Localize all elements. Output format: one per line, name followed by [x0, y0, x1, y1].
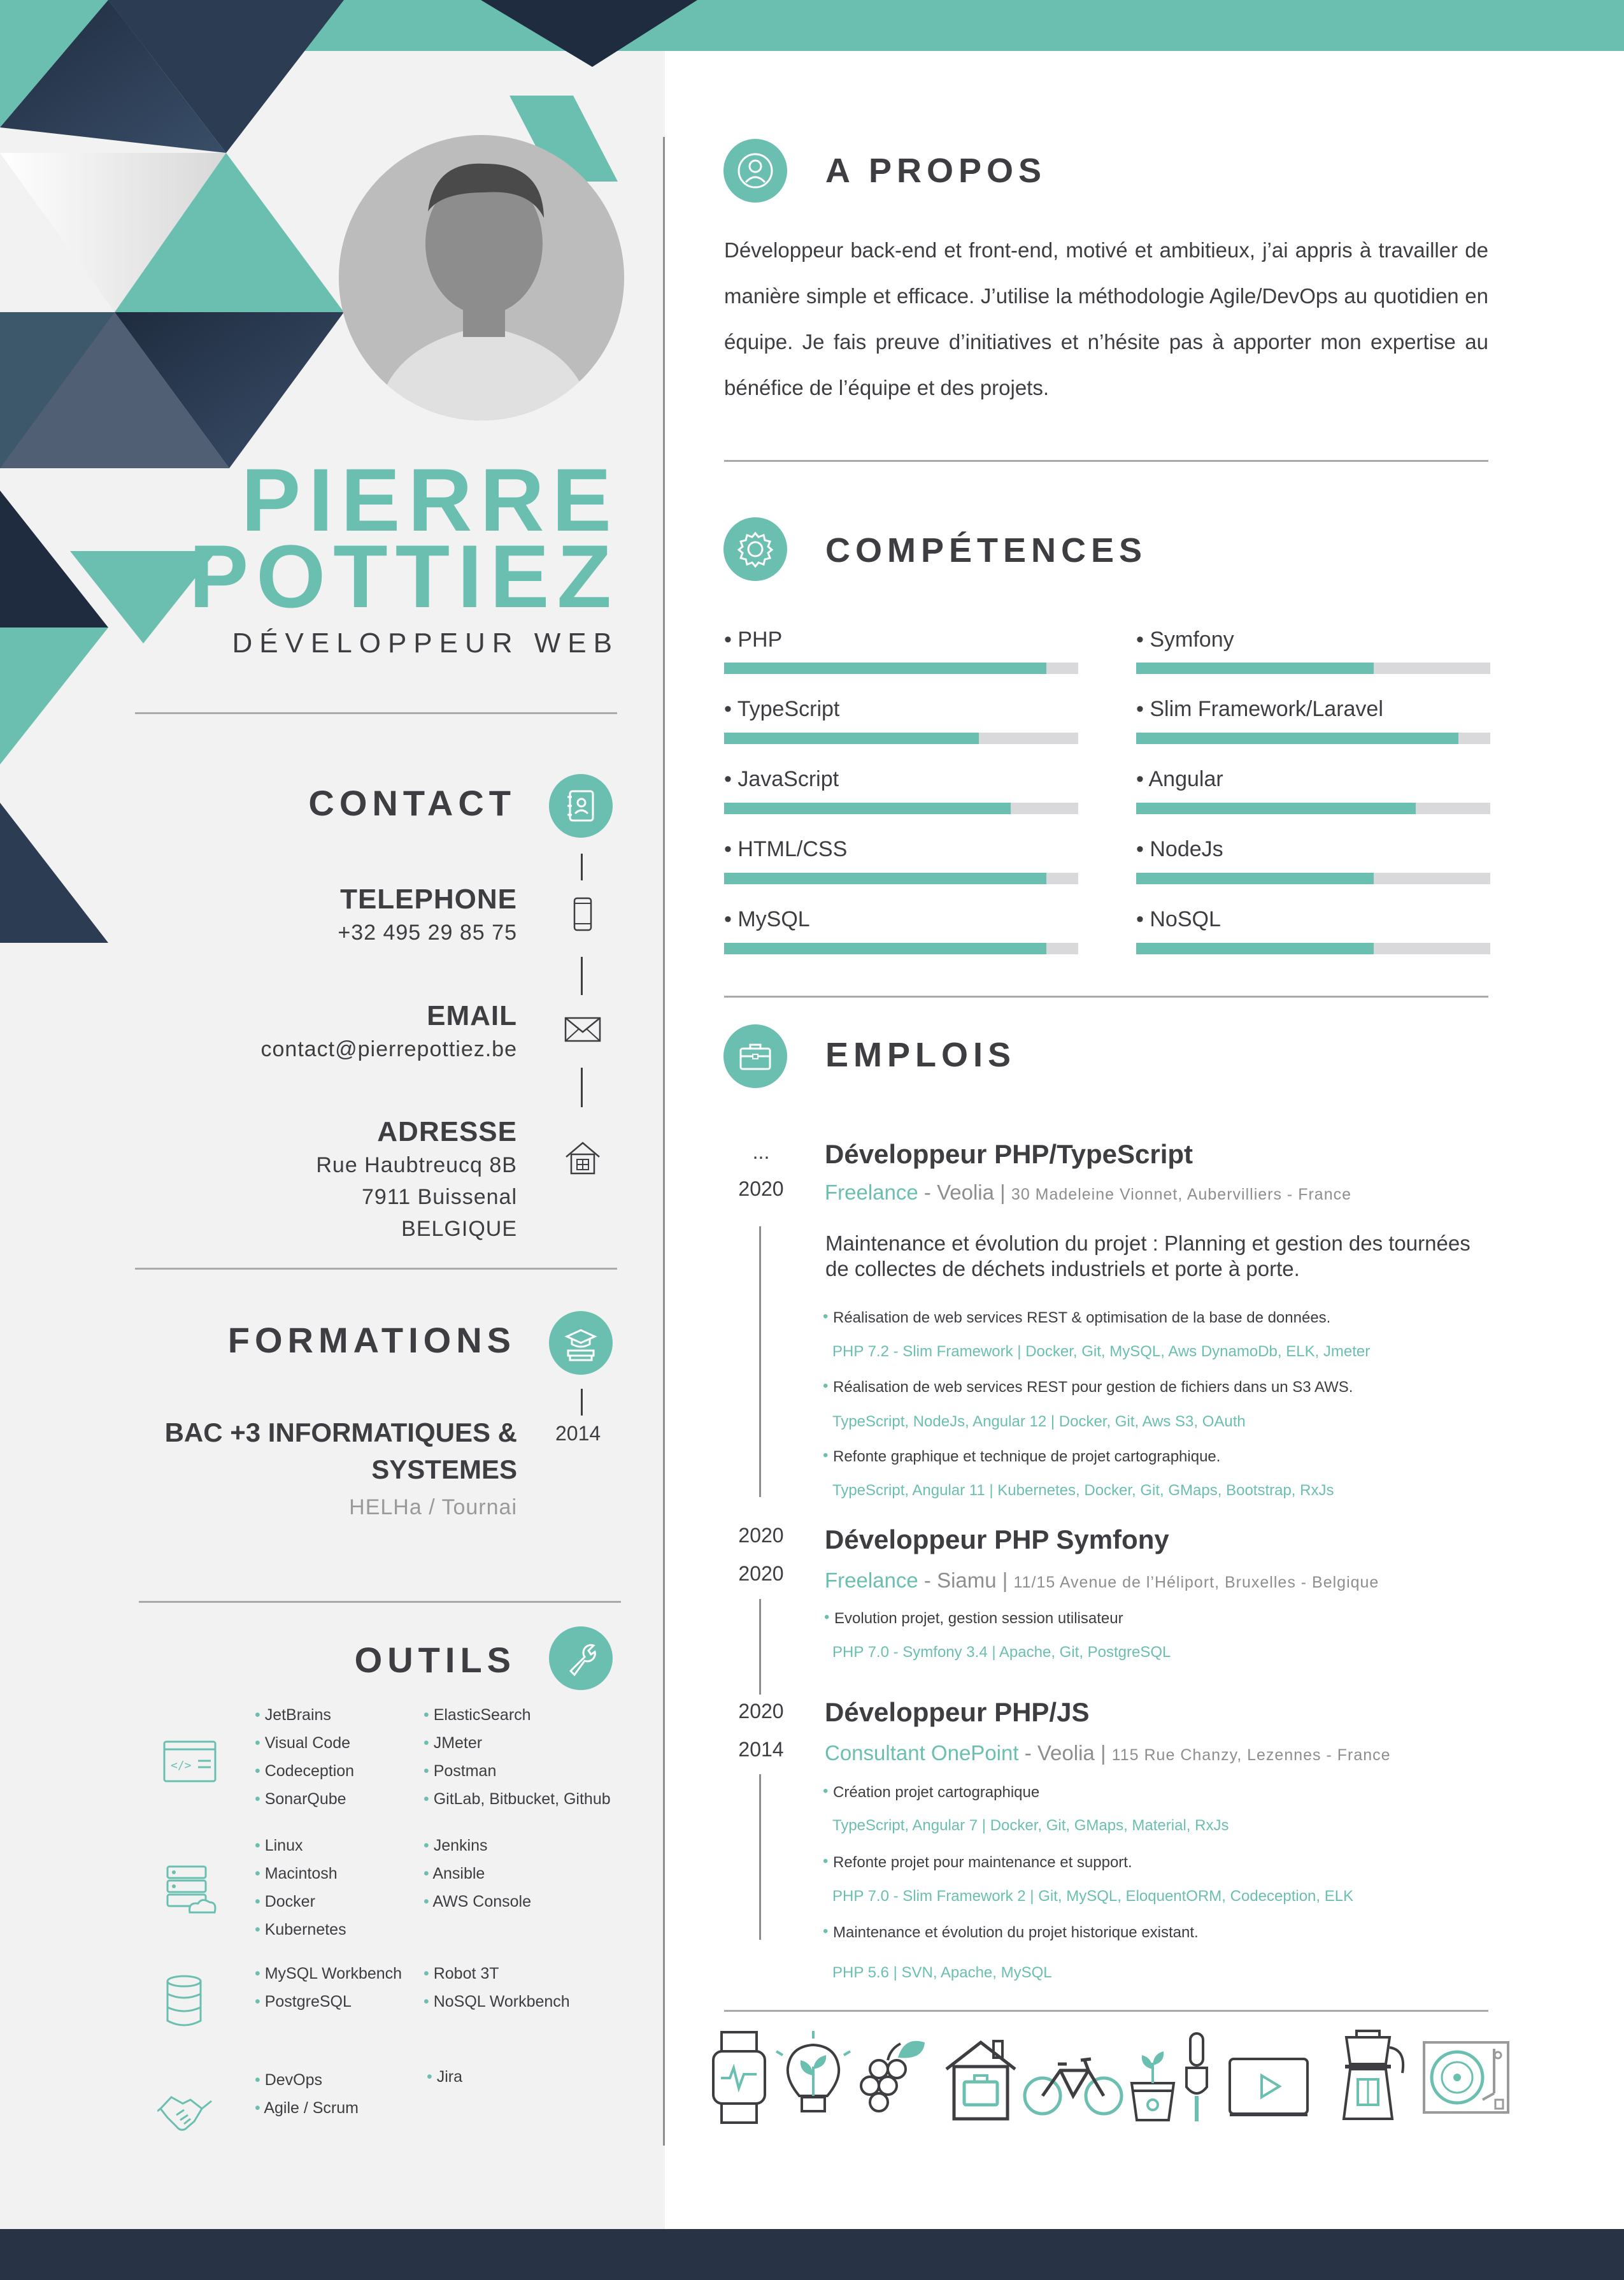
skill-label: • NodeJs	[1136, 837, 1223, 861]
gear-icon	[723, 517, 787, 581]
skill-fill	[724, 943, 1046, 954]
skill-fill	[724, 803, 1011, 814]
tool-item: • GitLab, Bitbucket, Github	[424, 1785, 611, 1813]
tool-item: • PostgreSQL	[255, 1988, 402, 2016]
client-name: Siamu	[937, 1568, 997, 1592]
turntable-icon	[1420, 2030, 1513, 2125]
job-title: Développeur PHP Symfony	[825, 1524, 1169, 1554]
skill-bar	[724, 733, 1078, 744]
skill-bar	[1136, 803, 1490, 814]
phone-icon	[564, 895, 602, 933]
tool-item: • Visual Code	[255, 1729, 354, 1757]
skill-bar	[1136, 663, 1490, 674]
bicycle-icon	[1022, 2030, 1124, 2125]
task-item: • Création projet cartographique	[833, 1784, 1039, 1802]
skill-bar	[724, 663, 1078, 674]
job-date-end: 2020	[738, 1562, 784, 1585]
degree-title: BAC +3 INFORMATIQUES & SYSTEMES	[164, 1417, 517, 1484]
tool-item: • Linux	[255, 1832, 346, 1860]
tool-item: • Docker	[255, 1888, 346, 1916]
competences-heading: COMPÉTENCES	[825, 531, 1148, 570]
address-line-1: Rue Haubtreucq 8B	[316, 1153, 517, 1177]
graduation-cap-icon	[549, 1311, 613, 1375]
skill-label: • PHP	[724, 627, 783, 652]
tools-list	[255, 2066, 359, 2122]
skill-label: • TypeScript	[724, 697, 840, 721]
skill-fill	[724, 663, 1046, 674]
skill-bar	[724, 803, 1078, 814]
phone-value[interactable]: +32 495 29 85 75	[338, 921, 517, 945]
client-name: Veolia	[937, 1180, 994, 1204]
degree-year: 2014	[555, 1422, 601, 1445]
job-title: DÉVELOPPEUR WEB	[232, 627, 619, 659]
tool-item: • AWS Console	[424, 1888, 531, 1916]
client-name: Veolia	[1037, 1741, 1095, 1765]
tool-item: • NoSQL Workbench	[424, 1988, 570, 2016]
skill-bar	[724, 943, 1078, 954]
address-book-icon	[549, 774, 613, 838]
emplois-heading: EMPLOIS	[825, 1036, 1016, 1074]
skill-bar	[724, 873, 1078, 884]
job-date-start: 2020	[738, 1700, 784, 1723]
job-meta: Freelance - Siamu | 11/15 Avenue de l’Héliport, Bruxelles - Belgique	[825, 1568, 1379, 1592]
connector-line	[581, 957, 583, 995]
task-stack: PHP 7.2 - Slim Framework | Docker, Git, MySQL, Aws DynamoDb, ELK, Jmeter	[832, 1343, 1371, 1360]
job-date-end: 2014	[738, 1738, 784, 1761]
skill-label: • NoSQL	[1136, 907, 1221, 931]
task-item: • Refonte projet pour maintenance et support.	[833, 1854, 1132, 1872]
last-name: POTTIEZ	[189, 526, 619, 626]
divider	[724, 996, 1488, 998]
skill-fill	[1136, 663, 1374, 674]
contact-heading: CONTACT	[308, 783, 516, 823]
house-icon	[941, 2030, 1021, 2125]
timeline-line	[759, 1226, 761, 1497]
connector-line	[581, 1389, 583, 1416]
tool-item: • JMeter	[424, 1729, 611, 1757]
coffee-maker-icon	[1331, 2030, 1411, 2125]
outils-heading: OUTILS	[354, 1640, 516, 1680]
tools-list	[427, 2063, 462, 2091]
grapes-icon	[853, 2030, 933, 2125]
task-stack: TypeScript, NodeJs, Angular 12 | Docker, Git, Aws S3, OAuth	[832, 1413, 1246, 1430]
lightbulb-plant-icon	[774, 2030, 853, 2125]
divider	[135, 712, 617, 714]
skill-fill	[1136, 873, 1374, 884]
task-item: • Réalisation de web services REST & optimisation de la base de données.	[833, 1309, 1330, 1327]
user-icon	[723, 139, 787, 203]
bottom-footer-bar	[0, 2229, 1624, 2280]
job-address: 11/15 Avenue de l’Héliport, Bruxelles - Belgique	[1013, 1574, 1379, 1591]
skill-label: • MySQL	[724, 907, 810, 931]
profile-photo	[339, 135, 624, 420]
tool-item: • Macintosh	[255, 1860, 346, 1888]
divider	[724, 460, 1488, 462]
address-line-3: BELGIQUE	[401, 1217, 517, 1241]
svg-text:</>: </>	[171, 1759, 192, 1772]
timeline-line	[759, 1774, 761, 1940]
tools-list	[255, 1960, 402, 2016]
task-stack: TypeScript, Angular 11 | Kubernetes, Docker, Git, GMaps, Bootstrap, RxJs	[832, 1482, 1334, 1499]
skill-label: • Symfony	[1136, 627, 1234, 652]
skill-bar	[1136, 943, 1490, 954]
tool-item: • DevOps	[255, 2066, 359, 2094]
divider	[139, 1601, 621, 1603]
tool-item: • Robot 3T	[424, 1960, 570, 1988]
divider	[724, 2010, 1488, 2012]
tool-item: • Postman	[424, 1757, 611, 1785]
tools-list	[424, 1960, 570, 2016]
first-name: PIERRE	[241, 450, 619, 550]
job-title: Développeur PHP/TypeScript	[825, 1139, 1193, 1169]
connector-line	[581, 854, 583, 880]
divider	[135, 1268, 617, 1270]
skill-label: • JavaScript	[724, 767, 839, 791]
job-meta: Consultant OnePoint - Veolia | 115 Rue Chanzy, Lezennes - France	[825, 1741, 1391, 1765]
task-item: • Maintenance et évolution du projet historique existant.	[833, 1924, 1199, 1942]
tool-item: • Jira	[427, 2063, 462, 2091]
gardening-icon	[1124, 2030, 1220, 2125]
smartwatch-icon	[699, 2030, 779, 2125]
tool-item: • Codeception	[255, 1757, 354, 1785]
company-name: Consultant OnePoint	[825, 1741, 1019, 1765]
envelope-icon	[564, 1010, 602, 1048]
skill-fill	[1136, 943, 1374, 954]
tool-item: • JetBrains	[255, 1701, 354, 1729]
tool-item: • MySQL Workbench	[255, 1960, 402, 1988]
job-address: 30 Madeleine Vionnet, Aubervilliers - France	[1011, 1186, 1352, 1203]
apropos-heading: A PROPOS	[825, 152, 1047, 190]
company-name: Freelance	[825, 1180, 918, 1204]
server-cloud-icon	[161, 1861, 218, 1919]
skill-label: • HTML/CSS	[724, 837, 848, 861]
skill-label: • Slim Framework/Laravel	[1136, 697, 1383, 721]
job-address: 115 Rue Chanzy, Lezennes - France	[1111, 1746, 1391, 1764]
job-meta: Freelance - Veolia | 30 Madeleine Vionnet, Aubervilliers - France	[825, 1180, 1352, 1204]
person-silhouette-icon	[339, 135, 624, 420]
phone-label: TELEPHONE	[340, 884, 517, 915]
task-stack: PHP 5.6 | SVN, Apache, MySQL	[832, 1964, 1052, 1981]
task-item: • Refonte graphique et technique de projet cartographique.	[833, 1448, 1220, 1466]
job-title: Développeur PHP/JS	[825, 1697, 1090, 1727]
skill-fill	[1136, 733, 1458, 744]
tool-item: • SonarQube	[255, 1785, 354, 1813]
school-name: HELHa / Tournai	[349, 1495, 517, 1519]
house-icon	[564, 1139, 602, 1177]
task-stack: PHP 7.0 - Slim Framework 2 | Git, MySQL, EloquentORM, Codeception, ELK	[832, 1888, 1354, 1905]
company-name: Freelance	[825, 1568, 918, 1592]
tool-item: • ElasticSearch	[424, 1701, 611, 1729]
email-label: EMAIL	[427, 1000, 517, 1031]
tools-list	[424, 1701, 611, 1813]
tools-list	[255, 1832, 346, 1944]
task-stack: PHP 7.0 - Symfony 3.4 | Apache, Git, PostgreSQL	[832, 1644, 1171, 1661]
tool-item: • Agile / Scrum	[255, 2094, 359, 2122]
task-stack: TypeScript, Angular 7 | Docker, Git, GMaps, Material, RxJs	[832, 1817, 1229, 1834]
skill-bar	[1136, 873, 1490, 884]
tool-item: • Kubernetes	[255, 1916, 346, 1944]
address-label: ADRESSE	[377, 1116, 517, 1147]
job-description: Maintenance et évolution du projet : Planning et gestion des tournées de collectes de déchets industriels et porte à porte.	[825, 1231, 1471, 1280]
database-icon	[161, 1974, 218, 2031]
skill-fill	[724, 873, 1046, 884]
tools-list	[255, 1701, 354, 1813]
task-item: • Réalisation de web services REST pour gestion de fichiers dans un S3 AWS.	[833, 1379, 1353, 1396]
formations-heading: FORMATIONS	[227, 1320, 516, 1360]
code-window-icon	[161, 1733, 218, 1790]
about-paragraph: Développeur back-end et front-end, motivé et ambitieux, j’ai appris à travailler de manière simple et efficace. J’utilise la méthodologie Agile/DevOps au quotidien en équipe. Je fais preuve d’initiatives et n’hésite pas à apporter mon expertise au bénéfice de l’équipe et des projets.	[724, 238, 1488, 399]
job-date-start: ...	[752, 1140, 770, 1163]
job-date-start: 2020	[738, 1524, 784, 1547]
tool-item: • Jenkins	[424, 1832, 531, 1860]
connector-line	[581, 1068, 583, 1107]
skill-bar	[1136, 733, 1490, 744]
wrench-icon	[549, 1626, 613, 1690]
skill-label: • Angular	[1136, 767, 1223, 791]
email-value[interactable]: contact@pierrepottiez.be	[260, 1037, 517, 1061]
handshake-icon	[157, 2083, 215, 2140]
timeline-line	[759, 1599, 761, 1695]
video-player-icon	[1226, 2030, 1312, 2125]
skill-fill	[724, 733, 979, 744]
column-divider	[663, 137, 665, 2146]
tool-item: • Ansible	[424, 1860, 531, 1888]
job-date-end: 2020	[738, 1177, 784, 1200]
briefcase-icon	[723, 1024, 787, 1088]
address-line-2: 7911 Buissenal	[362, 1185, 517, 1209]
tools-list	[424, 1832, 531, 1916]
task-item: • Evolution projet, gestion session utilisateur	[834, 1610, 1123, 1628]
skill-fill	[1136, 803, 1416, 814]
